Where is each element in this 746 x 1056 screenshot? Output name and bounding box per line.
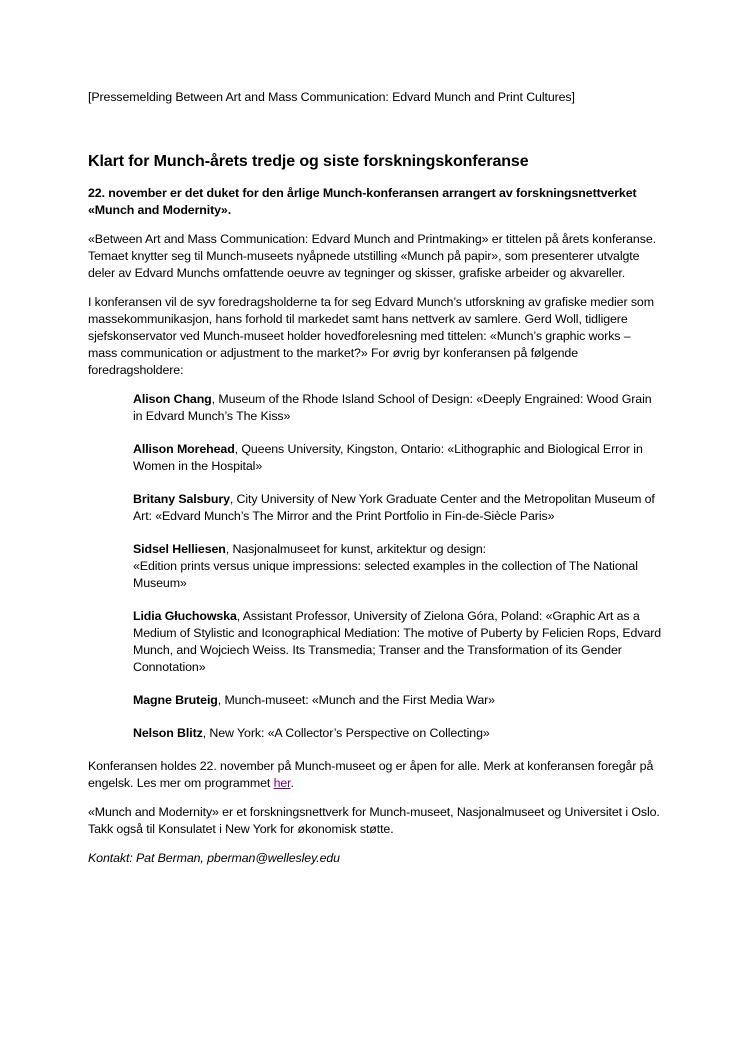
network-paragraph: «Munch and Modernity» er et forskningsnettverk for Munch-museet, Nasjonalmuseet og Universitet i Oslo. Takk også til Konsulatet i New York for økonomisk støtte. (88, 805, 660, 836)
speaker-item (133, 692, 663, 709)
document-header-line: [Pressemelding Between Art and Mass Communication: Edvard Munch and Print Cultures] (88, 90, 575, 104)
speaker-item (133, 491, 663, 525)
speaker-details: , Museum of the Rhode Island School of Design: «Deeply Engrained: Wood Grain in Edvard Munch’s The Kiss» (133, 392, 652, 423)
program-link[interactable]: her (273, 776, 291, 790)
speaker-details: , City University of New York Graduate Center and the Metropolitan Museum of Art: «Edvard Munch’s The Mirror and the Print Portfolio in Fin-de-Siècle Paris» (133, 492, 655, 523)
contact-line: Kontakt: Pat Berman, pberman@wellesley.edu (88, 851, 340, 865)
speaker-name: Lidia Głuchowska (133, 609, 237, 623)
speaker-name: Allison Morehead (133, 442, 235, 456)
conference-paragraph: I konferansen vil de syv foredragsholderne ta for seg Edvard Munch’s utforskning av grafiske medier som massekommunikasjon, hans forhold til markedet samt hans nettverk av samlere. Gerd Woll, tidligere sjefskonservator ved Munch-museet holder hovedforelesning med tittelen: «Munch’s graphic works – mass communication or adjustment to the market?» For øvrig byr konferansen på følgende foredragsholdere: (88, 295, 654, 377)
speaker-details: , Queens University, Kingston, Ontario: «Lithographic and Biological Error in Women in the Hospital» (133, 442, 643, 473)
speaker-list (133, 391, 663, 742)
lead-paragraph: 22. november er det duket for den årlige Munch-konferansen arrangert av forskningsnettverket «Munch and Modernity». (88, 186, 637, 217)
speaker-name: Britany Salsbury (133, 492, 230, 506)
speaker-item (133, 391, 663, 425)
speaker-item (133, 441, 663, 475)
venue-paragraph (88, 758, 663, 792)
venue-text-end: . (290, 776, 294, 790)
speaker-details: , Munch-museet: «Munch and the First Media War» (217, 693, 495, 707)
speaker-name: Nelson Blitz (133, 726, 203, 740)
page-title: Klart for Munch-årets tredje og siste forskningskonferanse (88, 153, 529, 170)
speaker-name: Sidsel Helliesen (133, 542, 226, 556)
speaker-details: , Assistant Professor, University of Zielona Góra, Poland: «Graphic Art as a Medium of Stylistic and Iconographical Mediation: The motive of Puberty by Felicien Rops, Edvard Munch, and Wojciech Weiss. Its Transmedia; Transer and the Transformation of its Gender Connotation» (133, 609, 662, 674)
speaker-details-line2: «Edition prints versus unique impressions: selected examples in the collection of The National Museum» (133, 559, 638, 590)
speaker-details: , Nasjonalmuseet for kunst, arkitektur og design: (225, 542, 487, 556)
venue-text: Konferansen holdes 22. november på Munch-museet og er åpen for alle. Merk at konferansen foregår på engelsk. Les mer om programmet (88, 759, 654, 790)
speaker-item (133, 541, 663, 592)
speaker-item (133, 725, 663, 742)
speaker-name: Magne Bruteig (133, 693, 218, 707)
press-release-document (88, 89, 663, 867)
speaker-item (133, 608, 663, 676)
speaker-details: , New York: «A Collector’s Perspective on Collecting» (202, 726, 490, 740)
intro-paragraph: «Between Art and Mass Communication: Edvard Munch and Printmaking» er tittelen på årets konferanse. Temaet knytter seg til Munch-museets nyåpnede utstilling «Munch på papir», som presenterer utvalgte deler av Edvard Munchs omfattende oeuvre av tegninger og skisser, grafiske arbeider og akvareller. (88, 232, 656, 280)
speaker-name: Alison Chang (133, 392, 212, 406)
